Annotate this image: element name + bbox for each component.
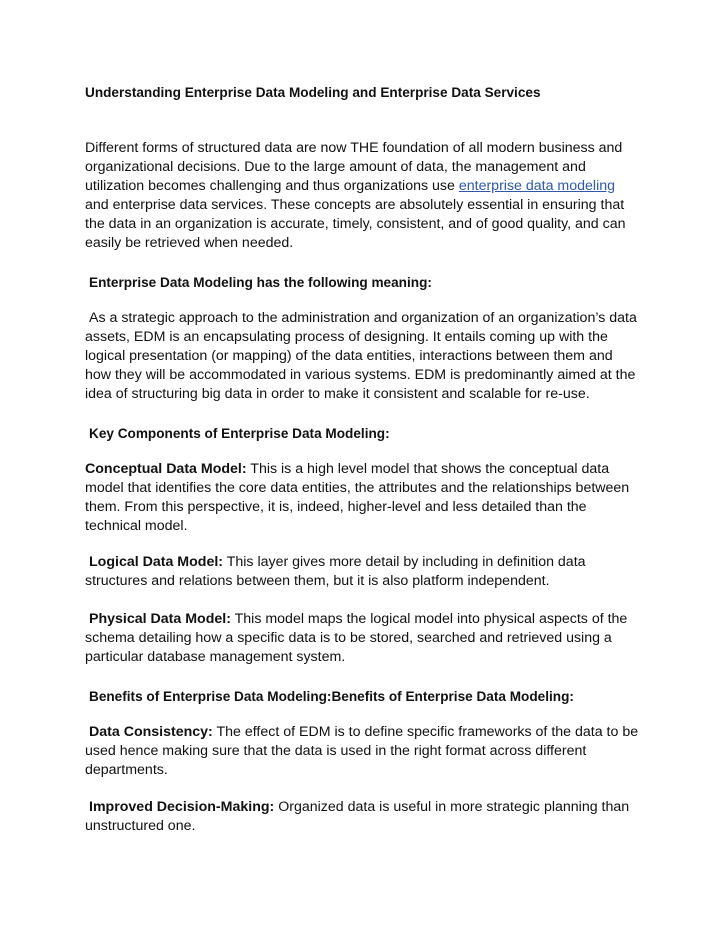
meaning-line: assets, EDM is an encapsulating process of designing. It entails coming up with the — [85, 329, 608, 345]
component-text: This layer gives more detail by including in definition data — [223, 554, 586, 570]
component-line — [89, 610, 627, 629]
meaning-heading: Enterprise Data Modeling has the following meaning: — [89, 275, 432, 290]
components-heading: Key Components of Enterprise Data Modeling: — [89, 426, 390, 441]
intro-line: easily be retrieved when needed. — [85, 235, 294, 251]
component-line: structures and relations between them, but it is also platform independent. — [85, 573, 550, 589]
physical-model-term: Physical Data Model: — [89, 611, 231, 627]
component-line — [85, 460, 609, 479]
benefit-line: used hence making sure that the data is used in the right format across different — [85, 743, 587, 759]
benefit-text: The effect of EDM is to define specific frameworks of the data to be — [212, 724, 639, 740]
benefit-line: unstructured one. — [85, 818, 196, 834]
component-line: particular database management system. — [85, 649, 346, 665]
component-line: schema detailing how a specific data is to be stored, searched and retrieved using a — [85, 630, 612, 646]
enterprise-data-modeling-link[interactable]: enterprise data modeling — [458, 178, 616, 194]
benefit-text: Organized data is useful in more strategic planning than — [274, 799, 630, 815]
intro-line: and enterprise data services. These concepts are absolutely essential in ensuring that — [85, 197, 625, 213]
decision-making-term: Improved Decision-Making: — [89, 799, 275, 815]
component-line — [89, 553, 586, 572]
intro-line: Different forms of structured data are now THE foundation of all modern business and — [85, 140, 623, 156]
component-text: This is a high level model that shows the conceptual data — [246, 461, 610, 477]
benefit-line: departments. — [85, 762, 168, 778]
component-line: them. From this perspective, it is, indeed, higher-level and less detailed than the — [85, 499, 587, 515]
intro-line-text: utilization becomes challenging and thus organizations use — [85, 178, 459, 194]
benefits-heading: Benefits of Enterprise Data Modeling:Benefits of Enterprise Data Modeling: — [89, 689, 574, 704]
component-line: model that identifies the core data entities, the attributes and the relationships between — [85, 480, 630, 496]
benefit-line — [89, 798, 629, 817]
component-text: This model maps the logical model into physical aspects of the — [230, 611, 628, 627]
meaning-line: how they will be accommodated in various systems. EDM is predominantly aimed at the — [85, 367, 636, 383]
intro-line — [85, 177, 615, 196]
logical-model-term: Logical Data Model: — [89, 554, 224, 570]
meaning-line: logical presentation (or mapping) of the data entities, interactions between them and — [85, 348, 613, 364]
meaning-line: As a strategic approach to the administration and organization of an organization’s data — [89, 310, 637, 326]
data-consistency-term: Data Consistency: — [89, 724, 213, 740]
component-line: technical model. — [85, 518, 188, 534]
intro-line: the data in an organization is accurate, timely, consistent, and of good quality, and can — [85, 216, 626, 232]
conceptual-model-term: Conceptual Data Model: — [85, 461, 247, 477]
meaning-line: idea of structuring big data in order to make it consistent and scalable for re-use. — [85, 386, 590, 402]
intro-line: organizational decisions. Due to the large amount of data, the management and — [85, 159, 586, 175]
document-title: Understanding Enterprise Data Modeling and Enterprise Data Services — [85, 85, 541, 100]
benefit-line — [89, 723, 638, 742]
